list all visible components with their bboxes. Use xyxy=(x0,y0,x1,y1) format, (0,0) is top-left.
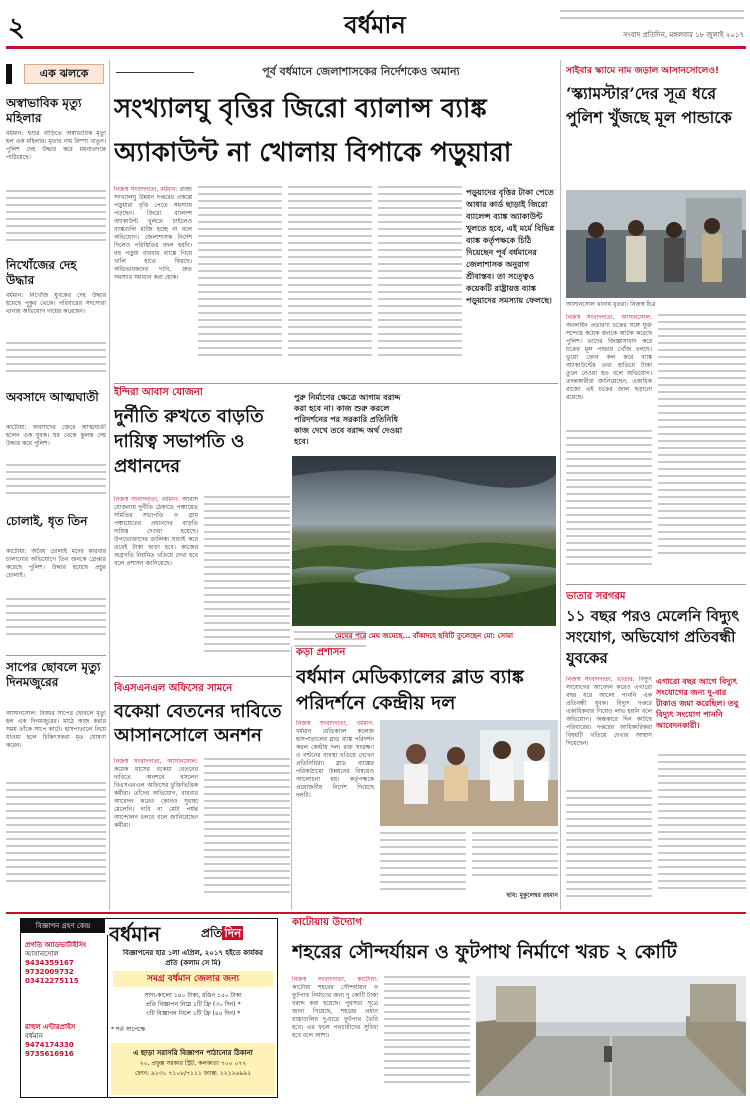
cyber-col-2 xyxy=(658,314,746,580)
caption-text: মেঘের পরে মেঘ জমেছে... বাঁকাদহে ছবিটি তুলেছেন মো: xyxy=(334,632,496,640)
lead-sidebar-box xyxy=(466,186,556,372)
footpath-body-text: কাটোয়া শহরের সৌন্দর্যায়ন ও ফুটপাথ নির্মাণের জন্য দু কোটি টাকা বরাদ্দ করা হয়েছে। পুরসভা সূত্রে জানা গিয়েছে, শহরের প্রধান রাস্তাগুলির দু-ধারে ফুটপাথ তৈরি হবে। এর ফলে পথচারীদের সুবিধা হবে বলে আশা। xyxy=(292,984,378,1039)
lead-kicker: পূর্ব বর্ধমানে জেলাশাসকের নির্দেশকেও অমান্য xyxy=(262,65,460,78)
cyber-dateline: নিজস্ব সংবাদদাতা, আসানসোল: xyxy=(566,314,652,321)
electric-kicker: ভাতার সরগরম xyxy=(566,591,626,602)
col-rule-mid xyxy=(291,646,292,910)
medical-dateline: নিজস্ব সংবাদদাতা, বর্ধমান: xyxy=(296,720,374,727)
brief-head-5: সাপের ছোবলে মৃত্যু দিনমজুরের xyxy=(6,660,101,689)
bank-kicker: বিএসএনএল অফিসের সামনে xyxy=(114,683,233,694)
lead-headline-1: সংখ্যালঘু বৃত্তির জিরো ব্যালান্স ব্যাঙ্ক xyxy=(114,94,487,124)
ad-conditions: * শর্ত সাপেক্ষে xyxy=(111,1026,146,1033)
footpath-body xyxy=(292,976,378,1096)
brief-filler-3 xyxy=(6,464,106,504)
lead-sidebar-text: পড়ুয়াদের বৃত্তির টাকা পেতে আধার কার্ড ছাড়াই জিরো ব্যালেন্স ব্যাঙ্ক অ্যাকাউন্ট খুলতে হবে, এই মর্মে বিভিন্ন ব্যাঙ্ক কর্তৃপক্ষকে চিঠি দিয়েছেন পূর্ব বর্ধমানের জেলাশাসক অনুরাগ শ্রীবাস্তব। তা সত্ত্বেও কয়েকটি রাষ্ট্রায়ত্ত ব্যাঙ্ক পড়ুয়াদের সমস্যায় ফেলছে। xyxy=(466,187,555,305)
section-title: বর্ধমান xyxy=(344,10,406,39)
brief-filler-2 xyxy=(6,342,106,382)
cyber-bottom-rule xyxy=(566,584,746,585)
brief-filler-1 xyxy=(6,190,106,250)
indira-dateline: নিজস্ব সংবাদদাতা, বর্ধমান: xyxy=(114,496,180,503)
lead-bottom-rule xyxy=(114,383,558,384)
col-rule-left xyxy=(109,60,110,910)
ad-pratidin-a: প্রতি xyxy=(201,926,223,940)
ad-box xyxy=(20,918,278,1098)
ad-brand: বর্ধমান xyxy=(109,922,161,946)
lab-scene xyxy=(380,720,558,826)
ad-agency-2 xyxy=(25,1023,105,1083)
medical-body xyxy=(296,720,374,906)
left-divider xyxy=(6,655,106,656)
brief-filler-5 xyxy=(6,782,106,902)
brief-body-3: কাটোয়া: অবসাদের জেরে আত্মঘাতী হলেন এক যুবক। ঘর থেকে ঝুলন্ত দেহ উদ্ধার করে পুলিশ। xyxy=(6,424,106,447)
indira-body xyxy=(114,496,198,676)
snake-brief xyxy=(6,660,106,910)
caption-name: সোমা xyxy=(497,632,514,640)
bank-dateline: নিজস্ব সংবাদদাতা, আসানসোল: xyxy=(114,758,198,765)
ad-inner-rule xyxy=(107,935,108,1097)
footpath-headline: শহরের সৌন্দর্যায়ন ও ফুটপাথ নির্মাণে খরচ ২ কোটি xyxy=(292,941,677,963)
ad-rate-sub: প্রতি (কলাম সে মি) xyxy=(165,959,221,967)
main-photo-caption xyxy=(292,630,556,642)
ek-jholoke-sidebar xyxy=(6,60,106,650)
indira-body-text: আবাস যোজনায় দুর্নীতি ঠেকাতে পঞ্চায়েত সমিতির সভাপতি ও গ্রাম পঞ্চায়েতের প্রধানদের বাড়তি দায়িত্ব দেওয়া হয়েছে। উপভোক্তাদের তালিকা যাচাই করে তবেই টাকা ছাড়া হবে। কাজের অগ্রগতি নিয়মিত খতিয়ে দেখা হবে বলে প্রশাসন জানিয়েছে। xyxy=(114,496,198,567)
bank-col-2 xyxy=(204,758,290,908)
brief-body-5: আসানসোল: বিষধর সাপের ছোবলে মৃত্যু হল এক দিনমজুরের। মাঠে কাজ করার সময় তাঁকে সাপে কাটে। হাসপাতালে নিয়ে যাওয়া হলে চিকিৎসকরা মৃত ঘোষণা করেন। xyxy=(6,710,106,749)
edition-line: সংবাদ প্রতিদিন, মঙ্গলবার ১৮ জুলাই ২০১৭ xyxy=(623,31,744,39)
ad-agency-1-phone-3: 03412275115 xyxy=(25,977,79,985)
ad-agency-1-phone-2: 9732009732 xyxy=(25,968,74,976)
indira-kicker: ইন্দিরা আবাস যোজনা xyxy=(114,387,203,398)
ad-address-box xyxy=(111,1043,275,1095)
bank-headline: বকেয়া বেতনের দাবিতে আসানসোলে অনশন xyxy=(114,701,282,746)
cyber-photo xyxy=(566,190,746,298)
electric-pullquote: এগারো বছর আগে বিদ্যুৎ সংযোগের জন্য দু-বার টাকাও জমা করেছিল। তবু বিদ্যুৎ সংযোগ পাননি আবেদনকারী। xyxy=(656,677,739,730)
main-photo xyxy=(292,456,556,626)
brief-body-2: বর্ধমান: নিখোঁজ যুবকের দেহ উদ্ধার হয়েছে পুকুর থেকে। পরিবারের সদস্যেরা থানায় অভিযোগ দায়ের করেছেন। xyxy=(6,292,106,315)
footpath-col-2 xyxy=(384,976,470,1096)
cyber-headline: ‘স্ক্যামস্টার’দের সূত্র ধরে পুলিশ খুঁজছে মূল পান্ডাকে xyxy=(566,84,732,127)
brief-filler-4 xyxy=(6,598,106,646)
indira-bottom-rule xyxy=(114,676,292,677)
lead-body-text: রাজ্য সংখ্যালঘু উন্নয়ন দপ্তরের প্রকল্পে পড়ুয়ারা বৃত্তি পেতে সমস্যায় পড়ছেন। জিরো ব্যালান্স অ্যাকাউন্ট খুলতে চাইলেও ব্যাঙ্কগুলি রাজি হচ্ছে না বলে অভিযোগ। জেলাশাসক নির্দেশ দিলেও পরিস্থিতির বদল হয়নি। বহু পড়ুয়া বারবার ব্যাঙ্কে গিয়ে খালি হাতে ফিরছে। অভিভাবকদের দাবি, দ্রুত সমস্যার সমাধান করা হোক। xyxy=(114,186,192,281)
ad-rate-1: সাদা-কালো ১৪০ টাকা, রঙিন ১৫০ টাকা xyxy=(144,992,242,999)
indira-pullquote: পুরু নির্মাণের ক্ষেত্রে আগাম বরাদ্দ করা হবে না। কাজ শুরু করলে পরিদর্শনের পর সরকারি প্রতিনিধি কাজ দেখে তবে বরাদ্দ অর্থ দেওয়া হবে। xyxy=(294,393,403,446)
electric-headline: ১১ বছর পরও মেলেনি বিদ্যুৎ সংযোগ, অভিযোগ প্রতিবন্ধী যুবকের xyxy=(566,607,740,667)
ad-rate-2: প্রতি বিজ্ঞাপন নিম্নে ১টি ফ্রি (৩০ দিন) * xyxy=(145,1001,241,1008)
ad-pratidin-b: দিন xyxy=(224,926,242,940)
bank-body xyxy=(114,758,198,908)
indira-headline: দুর্নীতি রুখতে বাড়তি দায়িত্ব সভাপতি ও প্রধানদের xyxy=(114,406,264,477)
footpath-photo xyxy=(476,976,746,1096)
cyber-col-1b xyxy=(566,430,652,580)
electric-col-1b xyxy=(566,790,652,908)
ad-agency-2-phone-1: 9474174330 xyxy=(25,1041,74,1049)
ad-phone: ফোন: ৯১৩০ ৭১০৮/৭১১১ ফ্যাক্স: ২২১২৬৯৯২ xyxy=(134,1070,252,1077)
masthead-rule xyxy=(6,46,746,49)
ad-desk-label: বিজ্ঞাপন গ্রহণ কেন্দ্র xyxy=(21,919,105,933)
electric-dateline: নিজস্ব সংবাদদাতা, ভাতার: xyxy=(566,676,635,683)
medical-col-3 xyxy=(472,832,558,890)
bank-body-text: কয়েক মাসের বকেয়া বেতনের দাবিতে অনশনে বসলেন বিএসএনএল অফিসের চুক্তিভিত্তিক কর্মীরা। তাঁদের অভিযোগ, বারবার আবেদন করেও কোনও সুরাহা মেলেনি। দাবি না মেটা পর্যন্ত আন্দোলন চলবে বলে জানিয়েছেন কর্মীরা। xyxy=(114,766,198,829)
electric-col-2 xyxy=(658,754,746,908)
brief-body-1: বর্ধমান: শ্বশুর বাড়িতে অস্বাভাবিক মৃত্যু হল এক মহিলার। মৃতার নাম রিম্পা খাতুন। পুলিশ দেহ উদ্ধার করে ময়নাতদন্তে পাঠিয়েছে। xyxy=(6,130,106,161)
col-rule-right xyxy=(560,60,561,910)
medical-kicker: কড়া প্রশাসন xyxy=(296,647,346,658)
ad-agency-1-place: আসানসোল xyxy=(25,950,59,958)
ad-rate-3: ৩টি বিজ্ঞাপন নিলে ১টি ফ্রি (৪৫ দিন) * xyxy=(145,1010,241,1017)
medical-body-text: বর্ধমান মেডিক্যাল কলেজ হাসপাতালের ব্লাড ব্যাঙ্ক পরিদর্শন করল কেন্দ্রীয় দল। রক্ত সংরক্ষণ ও বণ্টনের ব্যবস্থা খতিয়ে দেখেন প্রতিনিধিরা। ব্লাড ব্যাঙ্কের পরিকাঠামো উন্নয়নের বিষয়েও আলোচনা হয়। কর্তৃপক্ষকে প্রয়োজনীয় নির্দেশ দিয়েছে দলটি। xyxy=(296,728,374,799)
label-bar xyxy=(6,64,12,84)
ad-agency-2-name: রাহুল এন্টারপ্রাইস xyxy=(25,1023,76,1031)
ad-address-title: এ ছাড়া সরাসরি বিজ্ঞাপন পাঠানোর ঠিকানা xyxy=(133,1049,253,1057)
ad-pratidin-logo xyxy=(201,923,273,943)
brief-body-4: কাটোয়া: অবৈধ চোলাই মদের কারবার চালানোর অভিযোগে তিন জনকে গ্রেপ্তার করেছে পুলিশ। উদ্ধার হয়েছে প্রচুর চোলাই। xyxy=(6,548,106,579)
electric-body-text: বিদ্যুৎ সংযোগের আবেদন করেও এগারো বছর ধরে আলো পাননি এক প্রতিবন্ধী যুবক। বিদ্যুৎ দপ্তরে একাধিকবার গিয়েও লাভ হয়নি বলে অভিযোগ। অন্ধকারে দিন কাটছে পরিবারের। দপ্তরের আধিকারিকরা বিষয়টি খতিয়ে দেখার আশ্বাস দিয়েছেন। xyxy=(566,676,652,747)
medical-photo-credit: ছবি: মুকুলেশ্বর রহমান xyxy=(506,892,558,899)
ad-address: ২০, প্রফুল্ল সরকার স্ট্রিট, কলকাতা ৭০০ ০৭২ xyxy=(139,1060,247,1067)
medical-headline: বর্ধমান মেডিক্যালের ব্লাড ব্যাঙ্ক পরিদর্শনে কেন্দ্রীয় দল xyxy=(296,666,524,714)
lead-col-4 xyxy=(378,186,462,376)
bottom-section-rule xyxy=(6,912,746,914)
lead-dateline: নিজস্ব সংবাদদাতা, বর্ধমান: xyxy=(114,186,178,193)
lead-col-2 xyxy=(198,186,282,376)
lead-headline-2: অ্যাকাউন্ট না খোলায় বিপাকে পড়ুয়ারা xyxy=(114,138,512,168)
brief-head-3: অবসাদে আত্মঘাতী xyxy=(6,390,99,404)
ad-agency-2-phone-2: 9735616916 xyxy=(25,1050,74,1058)
lead-kicker-rule xyxy=(116,72,194,73)
police-scene xyxy=(566,190,746,298)
cyber-body-text: অনলাইন প্রতারণা চক্রের সঙ্গে যুক্ত সন্দেহে কয়েক জনকে আটক করেছে পুলিশ। তাদের জিজ্ঞাসাবাদ করে চক্রের মূল পান্ডার খোঁজ চলছে। ভুয়ো ফোন কল করে ব্যাঙ্ক অ্যাকাউন্টের তথ্য হাতিয়ে টাকা তুলে নেওয়া হত বলে অভিযোগ। তদন্তকারীরা জানিয়েছেন, একাধিক রাজ্যে এই চক্রের জাল ছড়ানো রয়েছে। xyxy=(566,322,652,401)
lead-col-3 xyxy=(288,186,372,376)
ek-jholoke-label: এক ঝলকে xyxy=(24,64,104,84)
footpath-kicker: কাটোয়ায় উদ্যোগ xyxy=(292,917,362,928)
landscape-shapes xyxy=(292,456,556,626)
ad-rate-title: বিজ্ঞাপনের হার ১লা এপ্রিল, ২০১৭ হইতে কার্যকর xyxy=(123,949,263,957)
brief-head-2: নিখোঁজের দেহ উদ্ধার xyxy=(6,258,77,287)
indira-col-2 xyxy=(204,496,290,672)
footpath-dateline: নিজস্ব সংবাদদাতা, কাটোয়া: xyxy=(292,976,378,983)
ad-agency-1 xyxy=(25,941,105,1021)
masthead xyxy=(0,0,750,48)
cyber-caption: আসানসোল থানায় ধৃতরা। নিজস্ব চিত্র xyxy=(566,301,656,308)
street-scene xyxy=(476,976,746,1096)
brief-head-1: অস্বাভাবিক মৃত্যু মহিলার xyxy=(6,96,82,125)
medical-photo xyxy=(380,720,558,826)
masthead-top-text xyxy=(560,10,744,24)
brief-head-4: চোলাই, ধৃত তিন xyxy=(6,514,88,528)
ad-agency-1-name: প্রগতি অ্যাডভার্টাইসিং xyxy=(25,941,87,949)
cyber-kicker: সাইবার স্ক্যামে নাম জড়াল আসানসোলেও! xyxy=(566,66,720,76)
page-number: ২ xyxy=(8,14,25,42)
medical-col-2 xyxy=(380,832,466,898)
ad-agency-1-phone-1: 9434359167 xyxy=(25,959,74,967)
ad-agency-2-place: বর্ধমান xyxy=(25,1032,43,1040)
ad-region: সমগ্র বর্ধমান জেলার জন্য xyxy=(113,971,273,987)
